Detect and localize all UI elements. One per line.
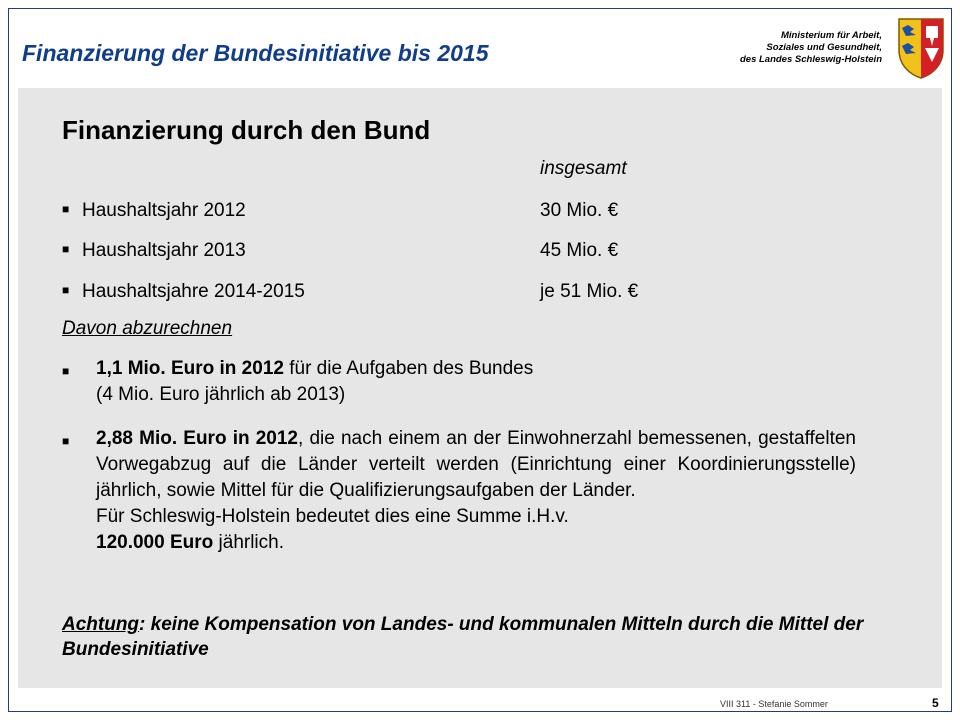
funding-row-2013 xyxy=(62,240,619,262)
deduction-note: (4 Mio. Euro jährlich ab 2013) xyxy=(96,384,346,405)
funding-row-2012 xyxy=(62,200,619,222)
deductions-title: Davon abzurechnen xyxy=(62,318,233,339)
page-number: 5 xyxy=(932,696,939,710)
deduction-description: für die Aufgaben des Bundes xyxy=(283,358,534,379)
warning-label: Achtung xyxy=(62,614,140,635)
deduction-amount: 1,1 Mio. Euro in 2012 xyxy=(96,358,284,379)
warning-note xyxy=(62,612,882,662)
deduction-amount: 2,88 Mio. Euro in 2012 xyxy=(96,428,299,449)
column-header-total: insgesamt xyxy=(540,158,627,179)
deduction-sh-sum: 120.000 Euro xyxy=(96,532,214,553)
ministry-line-3: des Landes Schleswig-Holstein xyxy=(739,54,882,65)
footer-author: VIII 311 - Stefanie Sommer xyxy=(720,699,828,709)
funding-row-2014-2015 xyxy=(62,281,639,303)
row-label: Haushaltsjahr 2013 xyxy=(82,240,246,261)
deduction-item-federal xyxy=(96,356,856,408)
coat-of-arms-icon xyxy=(896,16,946,80)
square-bullet-icon: ■ xyxy=(62,434,70,448)
square-bullet-icon: ■ xyxy=(62,364,70,378)
ministry-name xyxy=(622,30,882,66)
square-bullet-icon: ■ xyxy=(62,202,70,216)
slide-title: Finanzierung der Bundesinitiative bis 2015 xyxy=(22,40,489,66)
square-bullet-icon: ■ xyxy=(62,242,70,256)
deduction-sh-sum-rest: jährlich. xyxy=(213,532,284,553)
row-amount: 30 Mio. € xyxy=(540,200,619,221)
ministry-line-1: Ministerium für Arbeit, xyxy=(781,30,882,41)
row-amount: 45 Mio. € xyxy=(540,240,619,261)
warning-text: : keine Kompensation von Landes- und kommunalen Mitteln durch die Mittel der Bundesinitiative xyxy=(62,614,864,660)
deduction-description: , die nach einem an der Einwohnerzahl bemessenen, gestaffelten Vorwegabzug auf die Länder verteilt werden (Einrichtung einer Koordinierungsstelle) jährlich, sowie Mittel für die Qualifizierungsaufgaben der Länder. xyxy=(96,428,856,501)
row-label: Haushaltsjahr 2012 xyxy=(82,200,246,221)
ministry-line-2: Soziales und Gesundheit, xyxy=(766,42,882,53)
deduction-item-laender xyxy=(96,426,856,556)
row-amount: je 51 Mio. € xyxy=(540,281,639,302)
section-heading: Finanzierung durch den Bund xyxy=(62,115,431,145)
row-label: Haushaltsjahre 2014-2015 xyxy=(82,281,305,302)
deduction-sh-note: Für Schleswig-Holstein bedeutet dies eine Summe i.H.v. xyxy=(96,506,569,527)
square-bullet-icon: ■ xyxy=(62,283,70,297)
